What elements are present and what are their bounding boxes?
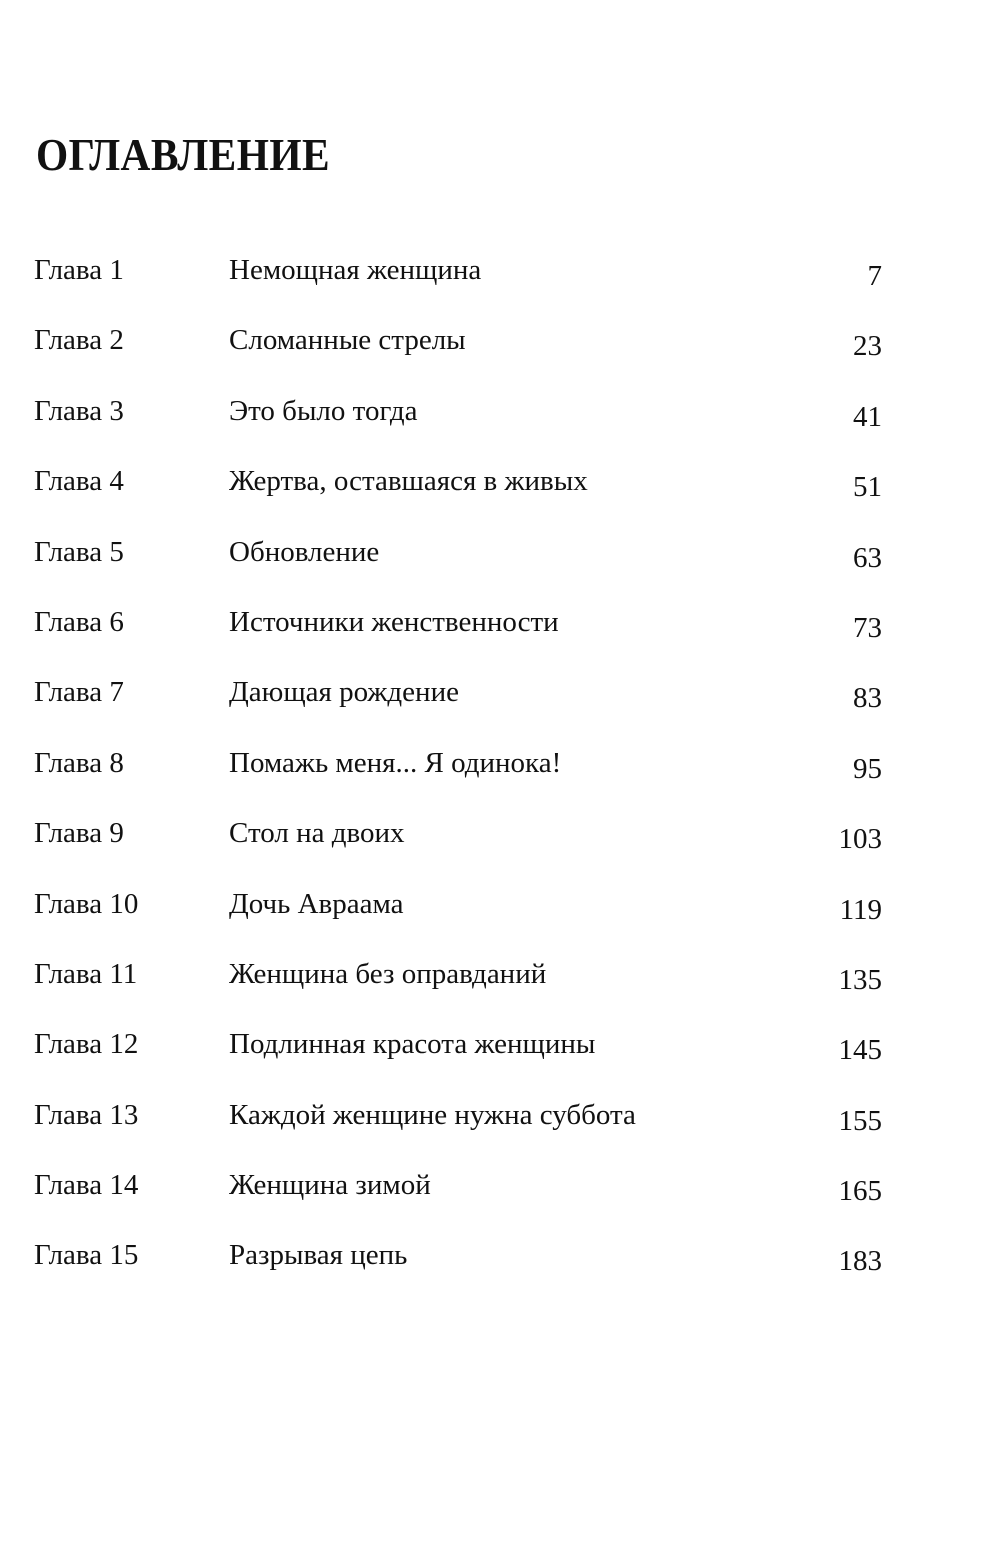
toc-entry-4 xyxy=(0,459,1000,529)
toc-entry-2 xyxy=(0,318,1000,388)
chapter-label: Глава 1 xyxy=(34,254,124,286)
chapter-title: Дающая рождение xyxy=(229,676,459,709)
page-number: 155 xyxy=(838,1104,882,1137)
toc-entry-12 xyxy=(0,1022,1000,1092)
toc-entry-5 xyxy=(0,530,1000,600)
chapter-title: Обновление xyxy=(229,535,380,568)
chapter-label: Глава 3 xyxy=(34,394,124,427)
chapter-label: Глава 5 xyxy=(34,535,124,568)
chapter-title: Помажь меня... Я одинока! xyxy=(229,746,562,779)
page-number: 165 xyxy=(838,1175,882,1208)
chapter-label: Глава 10 xyxy=(34,887,139,920)
page-number: 63 xyxy=(853,541,882,574)
toc-entry-14 xyxy=(0,1163,1000,1233)
chapter-label: Глава 2 xyxy=(34,324,124,357)
chapter-label: Глава 7 xyxy=(34,676,124,709)
page-number: 23 xyxy=(853,330,882,363)
chapter-title: Стол на двоих xyxy=(229,817,405,850)
page-number: 145 xyxy=(838,1034,882,1067)
chapter-title: Жертва, оставшаяся в живых xyxy=(229,465,588,498)
chapter-title: Это было тогда xyxy=(229,394,418,427)
toc-entry-11 xyxy=(0,952,1000,1022)
chapter-label: Глава 14 xyxy=(34,1169,139,1202)
chapter-title: Разрывая цепь xyxy=(229,1239,408,1272)
chapter-label: Глава 9 xyxy=(34,817,124,850)
page-number: 119 xyxy=(839,893,882,926)
chapter-title: Сломанные стрелы xyxy=(229,324,466,357)
chapter-title: Подлинная красота женщины xyxy=(229,1028,596,1061)
page-number: 41 xyxy=(853,400,882,433)
page-number: 95 xyxy=(853,752,882,785)
toc-entry-8 xyxy=(0,741,1000,811)
table-of-contents xyxy=(0,248,1000,1304)
toc-entry-3 xyxy=(0,389,1000,459)
chapter-label: Глава 12 xyxy=(34,1028,139,1061)
page-number: 103 xyxy=(838,823,882,856)
chapter-title: Немощная женщина xyxy=(229,254,482,286)
toc-entry-1 xyxy=(0,248,1000,318)
chapter-label: Глава 15 xyxy=(34,1239,139,1272)
page-number: 135 xyxy=(838,963,882,996)
page-number: 7 xyxy=(867,260,882,292)
toc-entry-9 xyxy=(0,811,1000,881)
page-number: 51 xyxy=(853,471,882,504)
chapter-title: Источники женственности xyxy=(229,605,559,638)
chapter-label: Глава 4 xyxy=(34,465,124,498)
toc-entry-13 xyxy=(0,1093,1000,1163)
chapter-label: Глава 6 xyxy=(34,605,124,638)
page-title: ОГЛАВЛЕНИЕ xyxy=(36,129,331,180)
page-number: 183 xyxy=(838,1245,882,1278)
chapter-label: Глава 8 xyxy=(34,746,124,779)
page-number: 83 xyxy=(853,682,882,715)
toc-entry-7 xyxy=(0,670,1000,740)
chapter-title: Женщина без оправданий xyxy=(229,957,547,990)
chapter-title: Каждой женщине нужна суббота xyxy=(229,1098,636,1131)
toc-entry-15 xyxy=(0,1233,1000,1303)
toc-entry-10 xyxy=(0,882,1000,952)
chapter-title: Дочь Авраама xyxy=(229,887,404,920)
chapter-label: Глава 13 xyxy=(34,1098,139,1131)
chapter-label: Глава 11 xyxy=(34,957,138,990)
chapter-title: Женщина зимой xyxy=(229,1169,431,1202)
page-number: 73 xyxy=(853,611,882,644)
toc-entry-6 xyxy=(0,600,1000,670)
